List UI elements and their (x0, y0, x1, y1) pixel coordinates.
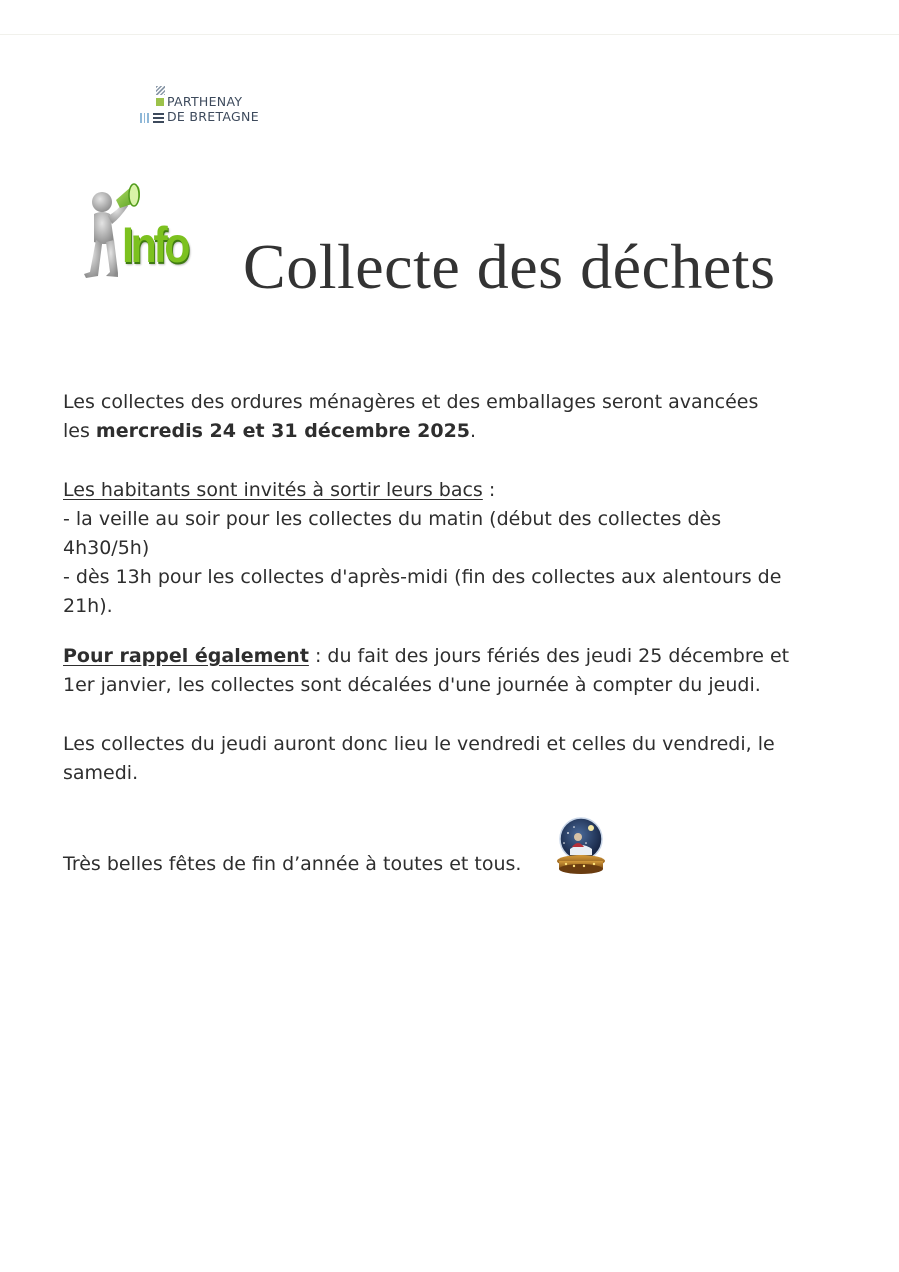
paragraph-line: 1er janvier, les collectes sont décalées d'une journée à compter du jeudi. (63, 674, 761, 696)
text-segment: : (482, 479, 496, 501)
paragraph-line (63, 417, 853, 446)
collection-dates: mercredis 24 et 31 décembre 2025 (95, 420, 471, 442)
list-item-continuation: 4h30/5h) (63, 537, 150, 559)
logo-hatch-mark (156, 86, 165, 95)
parthenay-logo (140, 86, 290, 128)
paragraph-line: Les collectes des ordures ménagères et des emballages seront avancées (63, 391, 759, 413)
paragraph-bin-instructions (63, 476, 853, 621)
logo-green-square (156, 98, 164, 106)
closing-text: Très belles fêtes de fin d’année à toutes et tous. (63, 853, 522, 875)
logo-text-line2: DE BRETAGNE (167, 109, 259, 124)
list-item: - la veille au soir pour les collectes du matin (début des collectes dès (63, 508, 722, 530)
instructions-heading: Les habitants sont invités à sortir leurs bacs (63, 479, 483, 501)
paragraph-line (63, 642, 853, 671)
paragraph-shifted-days (63, 730, 853, 788)
paragraph-line: samedi. (63, 762, 139, 784)
page-title: Collecte des déchets (243, 231, 776, 302)
logo-text-line1: PARTHENAY (167, 94, 243, 109)
closing-wishes (63, 850, 853, 879)
list-item: - dès 13h pour les collectes d'après-midi (fin des collectes aux alentours de (63, 566, 782, 588)
text-segment: . (470, 420, 477, 442)
text-segment: : du fait des jours fériés des jeudi 25 décembre et (308, 645, 790, 667)
reminder-heading: Pour rappel également (63, 645, 309, 667)
logo-bars-icon (140, 113, 165, 123)
paragraph-advanced-collection (63, 388, 853, 446)
text-segment: les (63, 420, 96, 442)
info-badge (80, 176, 222, 282)
info-badge-text: Info (122, 217, 188, 273)
snow-globe-icon (554, 815, 608, 877)
paragraph-line: Les collectes du jeudi auront donc lieu le vendredi et celles du vendredi, le (63, 733, 775, 755)
list-item-continuation: 21h). (63, 595, 113, 617)
paragraph-line (63, 476, 853, 505)
paragraph-holiday-reminder (63, 642, 853, 700)
scan-top-line (0, 34, 899, 35)
